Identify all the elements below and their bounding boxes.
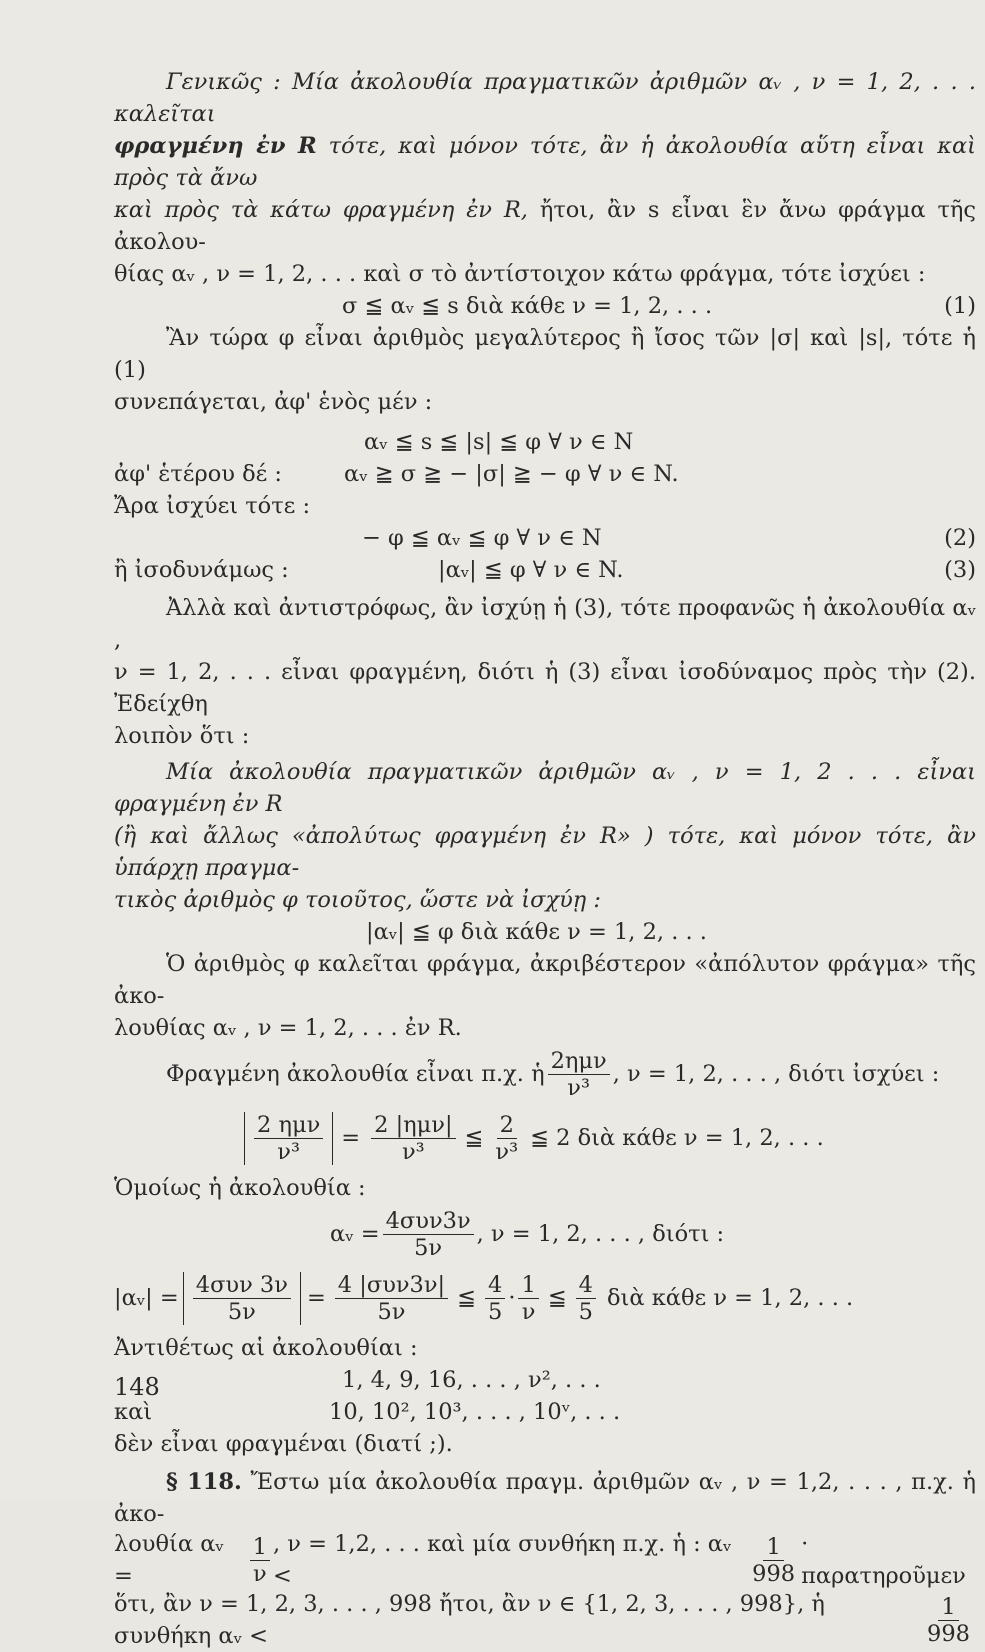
equation-number: (1) — [944, 293, 976, 319]
example-2 — [244, 1104, 976, 1172]
leq-sign: ≦ — [464, 1125, 484, 1151]
equals-sign: = — [341, 1125, 361, 1151]
sequence-1 — [114, 1364, 976, 1396]
text-line: θίας αᵥ , ν = 1, 2, . . . καὶ σ τὸ ἀντίστοιχον κάτω φράγμα, τότε ἰσχύει : — [114, 261, 926, 287]
text-line: Ἀντιθέτως αἱ ἀκολουθίαι : — [114, 1335, 418, 1361]
theorem-line: τικὸς ἀριθμὸς φ τοιοῦτος, ὥστε νὰ ἰσχύῃ : — [114, 887, 601, 913]
denominator: 998 — [752, 1560, 796, 1587]
equals-sign: = — [306, 1285, 326, 1311]
text-line: Ἀλλὰ καὶ ἀντιστρόφως, ἂν ἰσχύῃ ἡ (3), τότε προφανῶς ἡ ἀκολουθία αᵥ , — [114, 595, 976, 653]
text-line: Ἂν τώρα φ εἶναι ἀριθμὸς μεγαλύτερος ἢ ἴσος τῶν |σ| καὶ |s|, τότε ἡ (1) — [114, 325, 976, 383]
text-span: αᵥ = — [330, 1221, 380, 1247]
equation-lead: ἀφ' ἑτέρου δέ : — [114, 461, 283, 487]
absolute-value — [244, 1112, 333, 1165]
equation-lead: ἢ ἰσοδυνάμως : — [114, 557, 289, 583]
fraction — [250, 1534, 270, 1587]
text-line: συνεπάγεται, ἀφ' ἑνὸς μέν : — [114, 389, 433, 415]
sequence-lead: καὶ — [114, 1399, 153, 1425]
theorem-line: (ἢ καὶ ἄλλως «ἀπολύτως φραγμένη ἐν R» ) τότε, καὶ μόνον τότε, ἂν ὑπάρχῃ πραγμα- — [114, 823, 976, 881]
fraction — [576, 1272, 596, 1325]
numerator: 2 — [497, 1112, 517, 1139]
denominator: 5ν — [414, 1234, 443, 1261]
equation-text: αᵥ ≦ s ≦ |s| ≦ φ ∀ ν ∈ N — [364, 429, 634, 455]
text-line: λουθίας αᵥ , ν = 1, 2, . . . ἐν R. — [114, 1015, 462, 1041]
text-span: ὅτι, ἂν ν = 1, 2, 3, . . . , 998 ἤτοι, ἂν ν ∈ {1, 2, 3, . . . , 998}, ἡ συνθήκη αᵥ < — [114, 1591, 825, 1649]
section-line-2 — [114, 1530, 976, 1590]
text-line: λοιπὸν ὅτι : — [114, 723, 250, 749]
text-line: Ὁ ἀριθμὸς φ καλεῖται φράγμα, ἀκριβέστερον «ἀπόλυτον φράγμα» τῆς ἀκο- — [114, 951, 976, 1009]
numerator: 4 — [576, 1272, 596, 1299]
equation-lead: Ἄρα ἰσχύει τότε : — [114, 493, 311, 519]
equation-text: σ ≦ αᵥ ≦ s διὰ κάθε ν = 1, 2, . . . — [342, 293, 713, 319]
equation-number: (3) — [944, 557, 976, 583]
numerator: 1 — [250, 1534, 270, 1561]
numerator: 2 |ημν| — [371, 1112, 455, 1139]
equation-a — [114, 426, 976, 458]
text-span: ἤτοι, ἂν s εἶναι ἓν ἄνω φράγμα τῆς ἀκολου- — [114, 197, 976, 255]
text-span: λουθία αᵥ = — [114, 1531, 224, 1589]
equation-text: |αᵥ| ≦ φ διὰ κάθε ν = 1, 2, . . . — [366, 919, 707, 945]
denominator: 5ν — [377, 1298, 406, 1325]
fraction — [548, 1048, 610, 1101]
text-line — [114, 194, 976, 258]
text-line — [114, 130, 976, 194]
numerator: 1 — [938, 1594, 958, 1621]
numerator: 2 ημν — [254, 1112, 323, 1139]
numerator: 4 |συν3ν| — [335, 1272, 448, 1299]
section-line-3 — [114, 1590, 976, 1650]
text-span: , ν = 1, 2, . . . , διότι ἰσχύει : — [612, 1061, 940, 1087]
leq-sign: ≦ — [547, 1285, 567, 1311]
numerator: 2ημν — [548, 1048, 610, 1075]
sequence-2 — [114, 1396, 976, 1428]
text-span: ≦ 2 διὰ κάθε ν = 1, 2, . . . — [530, 1125, 824, 1151]
bold-term: φραγμένη ἐν R — [114, 133, 317, 159]
numerator: 4 — [485, 1272, 505, 1299]
absolute-value — [183, 1272, 301, 1325]
example-4 — [114, 1264, 976, 1332]
sequence-text: 1, 4, 9, 16, . . . , ν², . . . — [342, 1367, 601, 1393]
text-span: · παρατηροῦμεν — [801, 1531, 966, 1589]
text-span: , ν = 1,2, . . . καὶ μία συνθήκη π.χ. ἡ : αᵥ < — [272, 1531, 732, 1589]
numerator: 4συν3ν — [383, 1208, 474, 1235]
denominator: ν³ — [277, 1138, 300, 1165]
fraction — [383, 1208, 474, 1261]
equation-1 — [114, 290, 976, 322]
text-line: Ὁμοίως ἡ ἀκολουθία : — [114, 1175, 366, 1201]
fraction — [254, 1112, 323, 1165]
sequence-text: 10, 10², 10³, . . . , 10ᵛ, . . . — [329, 1399, 621, 1425]
denominator: 998 — [927, 1620, 970, 1647]
denominator: ν³ — [567, 1074, 590, 1101]
text-span: Ἔστω μία ἀκολουθία πραγμ. ἀριθμῶν αᵥ , ν = 1,2, . . . , π.χ. ἡ ἀκο- — [114, 1469, 976, 1527]
equation-3 — [114, 554, 976, 586]
text-line: δὲν εἶναι φραγμέναι (διατί ;). — [114, 1431, 453, 1457]
equation-text: αᵥ ≧ σ ≧ − |σ| ≧ − φ ∀ ν ∈ N. — [344, 461, 679, 487]
dot: · — [508, 1285, 516, 1311]
leq-sign: ≦ — [457, 1285, 476, 1311]
section-line — [114, 1466, 976, 1530]
fraction — [335, 1272, 448, 1325]
equation-text: − φ ≦ αᵥ ≦ φ ∀ ν ∈ N — [362, 525, 602, 551]
equation-2 — [114, 522, 976, 554]
text-span: Φραγμένη ἀκολουθία εἶναι π.χ. ἡ — [166, 1061, 545, 1087]
example-1 — [166, 1044, 976, 1104]
text-line: ν = 1, 2, . . . εἶναι φραγμένη, διότι ἡ (3) εἶναι ἰσοδύναμος πρὸς τὴν (2). Ἐδείχθη — [114, 659, 976, 717]
equation-text: |αᵥ| ≦ φ ∀ ν ∈ N. — [438, 557, 624, 583]
equation-c-lead — [114, 490, 976, 522]
equation-number: (2) — [944, 525, 976, 551]
text-span: διὰ κάθε ν = 1, 2, . . . — [607, 1285, 854, 1311]
fraction — [924, 1594, 973, 1647]
fraction — [518, 1272, 538, 1325]
denominator: 5 — [488, 1298, 503, 1325]
text-span: καὶ πρὸς τὰ κάτω φραγμένη ἐν R, — [114, 197, 528, 223]
page-number: 148 — [114, 1373, 160, 1401]
fraction — [749, 1534, 798, 1587]
text-line: Γενικῶς : Μία ἀκολουθία πραγματικῶν ἀριθμῶν αᵥ , ν = 1, 2, . . . καλεῖται — [114, 69, 976, 127]
equation-b — [114, 458, 976, 490]
section-number: § 118. — [166, 1469, 242, 1495]
theorem-line: Μία ἀκολουθία πραγματικῶν ἀριθμῶν αᵥ , ν = 1, 2 . . . εἶναι φραγμένη ἐν R — [114, 759, 976, 817]
numerator: 1 — [763, 1534, 783, 1561]
fraction — [371, 1112, 455, 1165]
denominator: ν³ — [401, 1138, 425, 1165]
page-body — [114, 66, 976, 1650]
equation-4 — [114, 916, 976, 948]
denominator: ν — [252, 1560, 267, 1587]
denominator: 5 — [578, 1298, 593, 1325]
numerator: 4συν 3ν — [193, 1272, 291, 1299]
fraction — [485, 1272, 505, 1325]
denominator: 5ν — [227, 1298, 256, 1325]
text-span: |αᵥ| = — [114, 1285, 179, 1311]
text-span: τότε, καὶ μόνον τότε, ἂν ἡ ἀκολουθία αὕτη εἶναι καὶ πρὸς τὰ ἄνω — [114, 133, 976, 191]
fraction — [492, 1112, 521, 1165]
numerator: 1 — [518, 1272, 538, 1299]
fraction — [193, 1272, 291, 1325]
text-span: , ν = 1, 2, . . . , διότι : — [476, 1221, 725, 1247]
denominator: ν — [521, 1298, 536, 1325]
denominator: ν³ — [495, 1138, 519, 1165]
example-3 — [330, 1204, 976, 1264]
